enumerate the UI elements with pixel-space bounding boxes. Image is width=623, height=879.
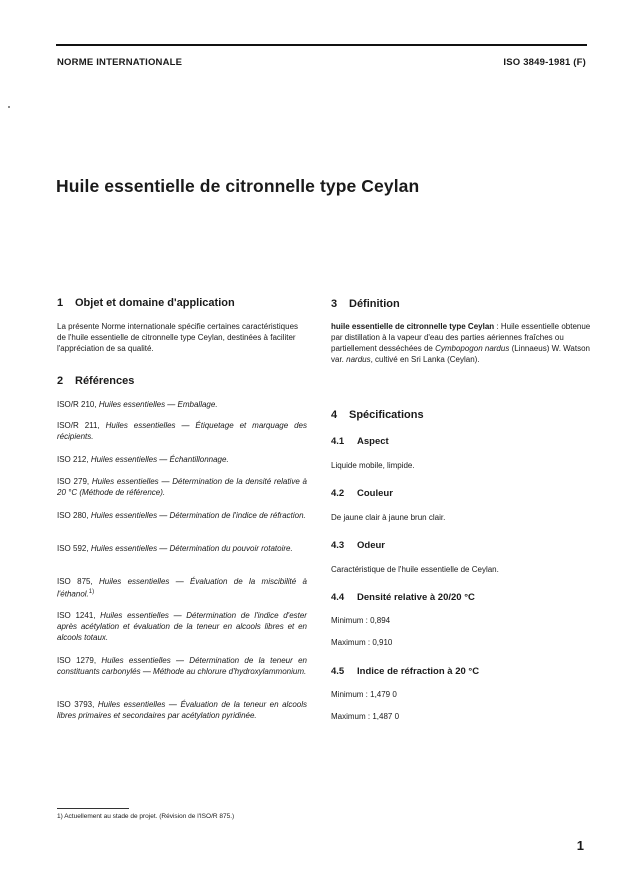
- subsection-4-1-heading: 4.1 Aspect: [331, 436, 389, 447]
- subsection-4-2-heading: 4.2 Couleur: [331, 488, 393, 499]
- subsection-4-3-text: Caractéristique de l'huile essentielle de Ceylan.: [331, 565, 499, 574]
- footnote: 1) Actuellement au stade de projet. (Révision de l'ISO/R 875.): [57, 813, 235, 820]
- section-1-title: Objet et domaine d'application: [75, 297, 235, 309]
- header-rule: [56, 44, 587, 46]
- section-3-title: Définition: [349, 298, 400, 310]
- reference-item: ISO 280, Huiles essentielles — Détermination de l'indice de réfraction.: [57, 511, 306, 520]
- reference-item: ISO 212, Huiles essentielles — Échantillonnage.: [57, 455, 229, 464]
- section-1-number: 1: [57, 297, 64, 309]
- reference-item: ISO 1279, Huiles essentielles — Détermination de la teneur en constituants carbonylés — Méthode au chlorure d'hydroxylammonium.: [57, 656, 307, 676]
- footnote-rule: [57, 808, 129, 809]
- section-2-title: Références: [75, 375, 135, 387]
- reference-item: ISO/R 211, Huiles essentielles — Étiquetage et marquage des récipients.: [57, 421, 307, 441]
- header-right: ISO 3849-1981 (F): [503, 57, 586, 68]
- section-1-text: La présente Norme internationale spécifie certaines caractéristiques de l'huile essentielle de citronnelle type Ceylan, destinées à faciliter l'appréciation de sa qualité.: [57, 322, 299, 353]
- scan-speck: [8, 106, 10, 108]
- document-title: Huile essentielle de citronnelle type Ceylan: [56, 176, 420, 196]
- reference-item: ISO 875, Huiles essentielles — Évaluation de la miscibilité à l'éthanol.$^{1)}$: [57, 577, 307, 599]
- definition-term: huile essentielle de citronnelle type Ceylan: [331, 322, 495, 331]
- section-4-number: 4: [331, 409, 338, 421]
- reference-item: ISO/R 210, Huiles essentielles — Emballage.: [57, 400, 218, 409]
- subsection-4-4-heading: 4.4 Densité relative à 20/20 °C: [331, 592, 475, 603]
- subsection-4-5-heading: 4.5 Indice de réfraction à 20 °C: [331, 666, 480, 677]
- variety-name: nardus: [346, 355, 371, 364]
- reference-item: ISO 592, Huiles essentielles — Détermination du pouvoir rotatoire.: [57, 544, 293, 553]
- density-maximum: Maximum : 0,910: [331, 638, 393, 647]
- section-3-heading: [331, 298, 593, 310]
- section-1-body: [57, 321, 307, 354]
- reference-item: ISO 3793, Huiles essentielles — Évaluation de la teneur en alcools libres primaires et secondaires par acétylation pyridinée.: [57, 700, 308, 720]
- refraction-maximum: Maximum : 1,487 0: [331, 712, 400, 721]
- section-4-heading: [331, 409, 593, 421]
- reference-item: ISO 279, Huiles essentielles — Détermination de la densité relative à 20 °C (Méthode de référence).: [57, 477, 307, 497]
- header-left: NORME INTERNATIONALE: [57, 57, 183, 68]
- density-minimum: Minimum : 0,894: [331, 616, 391, 625]
- page-number: 1: [576, 838, 584, 853]
- section-3-number: 3: [331, 298, 338, 310]
- section-3-body: huile essentielle de citronnelle type Ceylan : Huile essentielle obtenue par distillation à la vapeur d'eau des parties aériennes fraîches ou partiellement desséchées de Cymbopogon nardus (Linnaeus) W. Watson var. nardus, cultivé en Sri Lanka (Ceylan).: [331, 322, 591, 364]
- section-2-number: 2: [57, 375, 64, 387]
- subsection-4-2-text: De jaune clair à jaune brun clair.: [331, 513, 446, 522]
- reference-item: ISO 1241, Huiles essentielles — Détermination de l'indice d'ester après acétylation et évaluation de la teneur en alcools libres et en alcools totaux.: [57, 611, 307, 642]
- section-4-title: Spécifications: [349, 409, 424, 421]
- refraction-minimum: Minimum : 1,479 0: [331, 690, 397, 699]
- section-1-heading: [57, 297, 307, 309]
- section-2-heading: [57, 375, 307, 387]
- footnote-marker: 1): [88, 589, 95, 595]
- subsection-4-3-heading: 4.3 Odeur: [331, 540, 385, 551]
- subsection-4-1-text: Liquide mobile, limpide.: [331, 461, 415, 470]
- species-name: Cymbopogon nardus: [435, 344, 510, 353]
